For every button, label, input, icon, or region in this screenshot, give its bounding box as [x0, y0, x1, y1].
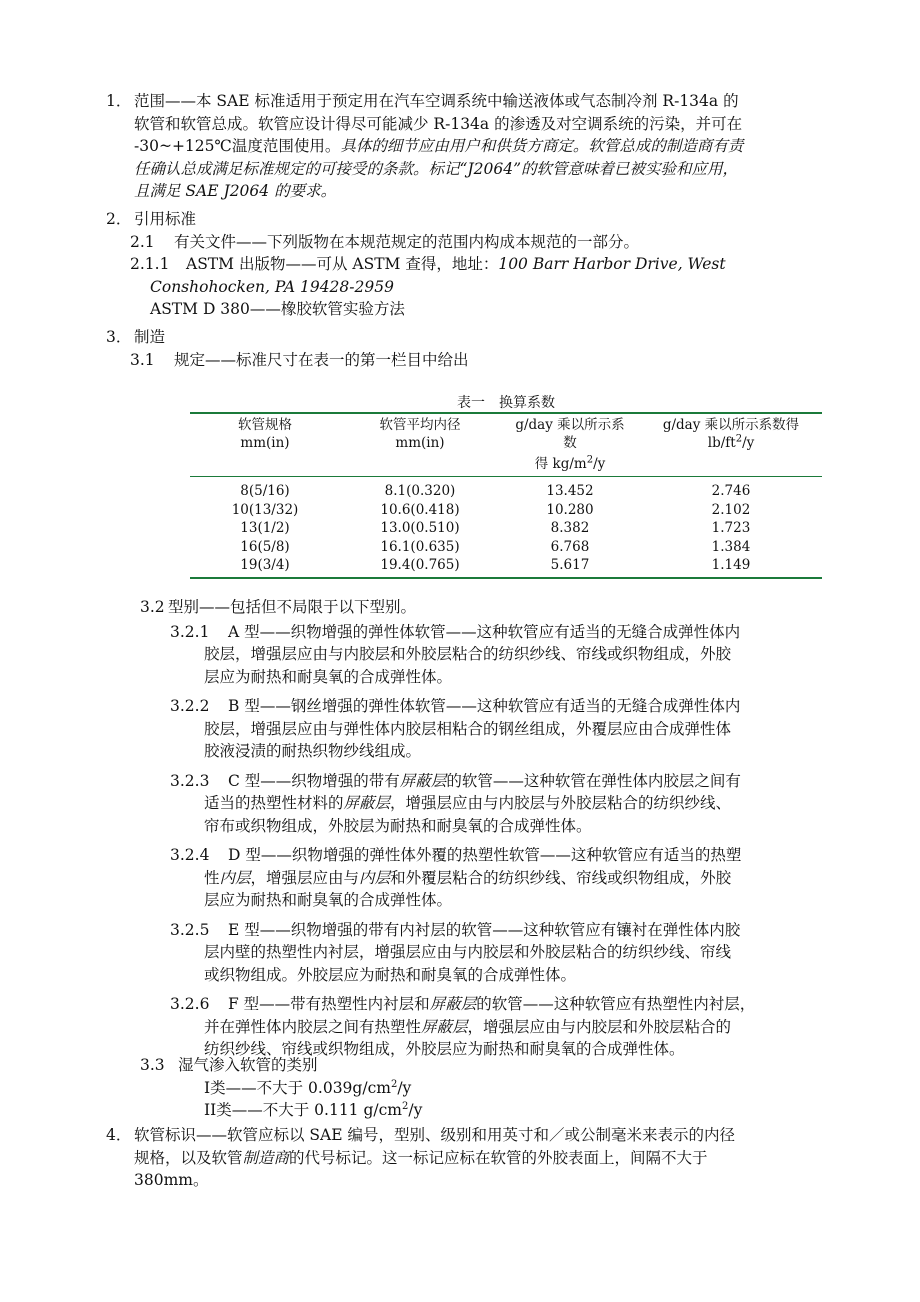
table-row: [190, 477, 822, 501]
paragraph-line: D 型——织物增强的弹性体外覆的热塑性软管——这种软管应有适当的热塑: [228, 846, 742, 864]
section-title: 湿气渗入软管的类别: [178, 1056, 318, 1074]
subsection-number: 2.1: [130, 232, 155, 251]
paragraph-text: C 型——织物增强的带有: [228, 771, 400, 790]
table-cell: 1.149: [640, 556, 822, 578]
section-number: 3．: [106, 328, 132, 346]
section-title: 型别——包括但不局限于以下型别。: [168, 598, 417, 616]
column-header: 软管平均内径 mm(in): [340, 413, 500, 455]
italic-text: 屏蔽层: [429, 995, 477, 1013]
paragraph-line: A 型——织物增强的弹性体软管——这种软管应有适当的无缝合成弹性体内: [228, 622, 741, 641]
type-f: [170, 993, 755, 1061]
section-3-3: [140, 1054, 422, 1122]
subsection-number: 3.3: [140, 1056, 165, 1074]
paragraph-line: 软管和软管总成。软管应设计得尽可能减少 R-134a 的渗透及对空调系统的污染，并可在: [134, 114, 743, 133]
subsection-number: 3.2.2: [170, 697, 210, 715]
section-title: 制造: [134, 328, 166, 346]
table-row: [190, 556, 822, 578]
paragraph-line: 层内壁的热塑性内衬层，增强层应由与内胶层和外胶层粘合的纺织纱线、帘线: [204, 943, 732, 961]
table-header-row: [190, 455, 822, 477]
section-number: 4．: [106, 1126, 132, 1144]
italic-text: 内层: [359, 868, 391, 887]
paragraph-text: 的代号标记。这一标记应标在软管的外胶表面上，间隔不大于: [289, 1148, 708, 1167]
paragraph-text: ，增强层应由与内胶层和外胶层粘合的: [467, 1017, 732, 1036]
section-4: [106, 1124, 735, 1192]
table-cell: 10.6(0.418): [380, 501, 460, 518]
type-a: [170, 621, 755, 689]
section-number: 1．: [106, 92, 132, 110]
section-number: 2．: [106, 210, 132, 228]
table-row: [190, 538, 822, 557]
paragraph-line: -30~+125℃温度范围使用。: [134, 137, 341, 155]
section-3-2: [140, 596, 755, 1061]
paragraph-text: 和外覆层粘合的纺织纱线、帘线或织物组成，外胶: [390, 868, 732, 887]
table-cell: 13.452: [546, 483, 594, 500]
table-cell: 8.1(0.320): [384, 483, 456, 500]
address-text: 100 Barr Harbor Drive, West: [498, 255, 726, 273]
address-text: Conshohocken, PA 19428-2959: [150, 277, 394, 296]
paragraph-line: 规定——标准尺寸在表一的第一栏目中给出: [174, 350, 469, 369]
section-1: [106, 90, 743, 203]
table-cell: 13(1/2): [240, 520, 290, 537]
type-e: [170, 919, 755, 987]
paragraph-line: E 型——织物增强的带有内衬层的软管——这种软管应有镶衬在弹性体内胶: [228, 920, 741, 939]
table-cell: 16(5/8): [240, 538, 290, 555]
italic-text: 具体的细节应由用户和供货方商定。软管总成的制造商有责: [340, 137, 744, 155]
section-2: [106, 208, 726, 321]
paragraph-text: F 型——带有热塑性内衬层和: [228, 995, 430, 1013]
paragraph-line: 软管标识——软管应标以 SAE 编号，型别、级别和用英寸和／或公制毫米来表示的内径: [134, 1126, 735, 1144]
table-cell: 8.382: [550, 520, 590, 537]
conversion-table: [190, 412, 822, 579]
paragraph-text: 的软管——这种软管应有热塑性内衬层，: [476, 995, 756, 1013]
table-caption: 表一 换算系数: [457, 395, 555, 411]
subsection-number: 3.2.3: [170, 771, 210, 790]
paragraph-text: 规格，以及软管: [134, 1148, 243, 1167]
column-header: g/day 乘以所示系数得 $lb/ft^2/y$: [640, 413, 822, 455]
italic-text: 屏蔽层: [421, 1017, 468, 1036]
paragraph-text: ，增强层应由与: [250, 868, 360, 887]
table-body: [190, 477, 822, 578]
paragraph-line: B 型——钢丝增强的弹性体软管——这种软管应有适当的无缝合成弹性体内: [228, 697, 741, 715]
table-header-row: [190, 413, 822, 455]
paragraph-line: 帘布或织物组成，外胶层为耐热和耐臭氧的合成弹性体。: [204, 816, 592, 835]
paragraph-line: 380mm。: [134, 1171, 209, 1189]
table-cell: 2.746: [711, 483, 751, 500]
table-cell: 13.0(0.510): [380, 520, 460, 537]
subsection-number: 3.2.6: [170, 995, 210, 1013]
table-cell: 16.1(0.635): [380, 538, 460, 555]
paragraph-line: 胶层，增强层应由与内胶层和外胶层粘合的纺织纱线、帘线或织物组成，外胶: [204, 645, 732, 663]
column-header: g/day 乘以所示系 数: [500, 413, 640, 455]
italic-text: 内层: [219, 868, 251, 887]
paragraph-line: 或织物组成。外胶层应为耐热和耐臭氧的合成弹性体。: [204, 965, 577, 984]
column-header: 得 $kg/m^2/y$: [500, 455, 640, 477]
table-cell: 19.4(0.765): [340, 556, 500, 578]
paragraph-text: 的软管——这种软管在弹性体内胶层之间有: [446, 771, 741, 790]
paragraph-line: 纺织纱线、帘线或织物组成，外胶层应为耐热和耐臭氧的合成弹性体。: [204, 1040, 685, 1058]
superscript: 2: [402, 1100, 409, 1112]
italic-text: 制造商: [242, 1148, 290, 1167]
paragraph-line: 胶液浸渍的耐热织物纱线组成。: [204, 742, 422, 760]
paragraph-line: 层应为耐热和耐臭氧的合成弹性体。: [204, 667, 453, 686]
type-b: [170, 695, 755, 763]
table-cell: 5.617: [500, 556, 640, 578]
italic-text: 屏蔽层: [343, 794, 391, 812]
italic-text: 屏蔽层: [399, 771, 447, 790]
subsection-number: 3.2: [140, 598, 165, 616]
paragraph-line: 有关文件——下列版物在本规范规定的范围内构成本规范的一部分。: [174, 232, 640, 251]
paragraph-line: 胶层，增强层应由与弹性体内胶层相粘合的钢丝组成，外覆层应由合成弹性体: [204, 719, 732, 738]
category-item: II类——不大于 0.111 g/cm: [204, 1101, 402, 1119]
table-cell: 6.768: [550, 538, 590, 555]
paragraph-text: 性: [204, 868, 220, 887]
superscript: 2: [390, 1078, 398, 1090]
category-item: /y: [408, 1101, 423, 1119]
table-cell: 8(5/16): [240, 483, 290, 500]
category-item: /y: [397, 1078, 412, 1097]
paragraph-text: 适当的热塑性材料的: [204, 794, 344, 812]
reference-item: ASTM D 380——橡胶软管实验方法: [150, 300, 405, 318]
type-c: [170, 770, 755, 838]
paragraph-text: ，增强层应由与内胶层与外胶层粘合的纺织纱线、: [390, 794, 732, 812]
table-row: [190, 501, 822, 520]
table-cell: 19(3/4): [190, 556, 340, 578]
subsection-number: 3.1: [130, 350, 155, 369]
category-item: I类——不大于 0.039g/cm: [204, 1078, 391, 1097]
italic-text: 且满足 SAE J2064 的要求。: [134, 182, 337, 200]
subsection-number: 3.2.4: [170, 846, 210, 864]
table-row: [190, 519, 822, 538]
paragraph-line: 范围——本 SAE 标准适用于预定用在汽车空调系统中输送液体或气态制冷剂 R-134a 的: [134, 92, 739, 110]
subsection-number: 3.2.1: [170, 622, 210, 641]
column-header: 软管规格 mm(in): [190, 413, 340, 455]
section-title: 引用标准: [134, 210, 197, 228]
paragraph-text: 并在弹性体内胶层之间有热塑性: [204, 1017, 422, 1036]
section-3: [106, 326, 469, 371]
table-cell: 10.280: [546, 501, 594, 518]
subsection-number: 3.2.5: [170, 920, 210, 939]
table-cell: 2.102: [711, 501, 751, 518]
type-d: [170, 844, 755, 912]
table-cell: 1.384: [711, 538, 751, 555]
paragraph-line: ASTM 出版物——可从 ASTM 查得，地址：: [186, 255, 499, 273]
table-cell: 10(13/32): [231, 501, 299, 518]
paragraph-line: 层应为耐热和耐臭氧的合成弹性体。: [204, 891, 453, 909]
italic-text: 任确认总成满足标准规定的可接受的条款。标记“J2064”的软管意味着已被实验和应用，: [134, 159, 739, 178]
table-cell: 1.723: [711, 520, 751, 537]
subsection-number: 2.1.1: [130, 255, 170, 273]
